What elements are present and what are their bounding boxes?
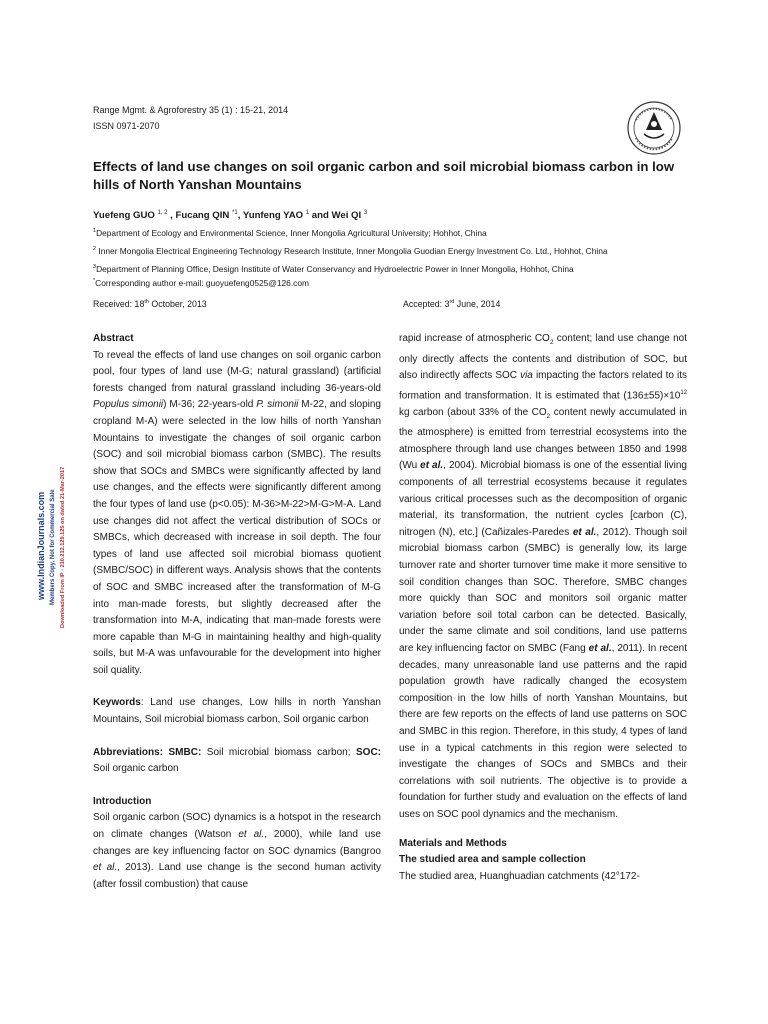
rc-part-2: content; land use change not only directly affects the contents and distribution of SOC, but also indirectly affects SOC — [399, 333, 687, 382]
author-1-affil: 1, 2 — [157, 210, 168, 216]
methods-subheading: The studied area and sample collection — [399, 854, 586, 866]
species-name-2: P. simonii — [256, 399, 299, 411]
left-column — [93, 331, 381, 893]
species-name-1: Populus simonii — [93, 399, 164, 411]
abbreviations-text-1: Soil microbial biomass carbon; — [201, 746, 357, 758]
affiliation-2 — [93, 242, 693, 258]
author-3-affil: 1 — [305, 210, 310, 216]
accepted-date — [403, 299, 500, 309]
intro-etal-1: et al. — [238, 829, 265, 841]
paper-title: Effects of land use changes on soil organic carbon and soil microbial biomass carbon in low hills of North Yanshan Mountains — [93, 159, 675, 192]
rc-part-6: , 2004). Microbial biomass is one of the essential living components of all terrestrial ecosystems because it regulates various critical processes such as the decomposition of organic material, its transformation, the nutrient cycles [carbon (C), nitrogen (N), etc.] (Cañizales-Paredes — [399, 460, 687, 538]
author-3: , Yunfeng YAO — [237, 210, 306, 222]
watermark-download-ip: Downloaded From IP - 210.212.129.125 on dated 21-Mar-2017 — [60, 466, 66, 628]
co2-subscript-1: 2 — [549, 339, 554, 346]
accepted-ordinal: rd — [449, 299, 455, 306]
corresponding-author — [93, 274, 693, 290]
intro-part-1: Soil organic carbon (SOC) dynamics is a hotspot in the research on climate changes (Watson — [93, 812, 381, 841]
received-label: Received: 18 — [93, 299, 145, 309]
rc-etal-1: et al. — [420, 460, 444, 472]
abbreviations — [93, 745, 381, 778]
received-date — [93, 299, 207, 309]
abstract-part-2: ) M-36; 22-years-old — [163, 399, 257, 411]
abbreviations-label-2: SOC: — [356, 746, 382, 758]
methods-text: The studied area, Huanghuadian catchments (42°172- — [399, 870, 640, 882]
keywords — [93, 695, 381, 728]
affiliation-1-text: Department of Ecology and Environmental Science, Inner Mongolia Agricultural University; Hohhot, China — [96, 227, 487, 238]
rc-etal-3: et al. — [588, 643, 612, 655]
received-month: October, 2013 — [148, 299, 207, 309]
affiliation-3-text: Department of Planning Office, Design Institute of Water Conservancy and Hydroelectric Power in Inner Mongolia, Hohhot, China — [96, 263, 574, 274]
affiliation-2-marker: 2 — [93, 245, 97, 252]
author-list — [93, 210, 367, 221]
rc-part-1: rapid increase of atmospheric CO — [399, 333, 550, 344]
author-2: , Fucang QIN — [167, 210, 233, 222]
journal-citation: Range Mgmt. & Agroforestry 35 (1) : 15-21, 2014 — [93, 105, 289, 115]
journal-header — [93, 102, 288, 134]
rc-part-4: kg carbon (about 33% of the CO — [399, 406, 547, 418]
rc-part-3: impacting the factors related to its formation and transformation. It is estimated that (136±55)×10 — [399, 370, 687, 402]
keywords-text: : Land use changes, Low hills in north Yanshan Mountains, Soil microbial biomass carbon, Soil organic carbon — [93, 697, 381, 726]
author-4: and Wei QI — [309, 210, 364, 222]
abstract-text — [93, 348, 381, 680]
exponent-12: 12 — [680, 389, 687, 396]
affiliation-1 — [93, 224, 693, 240]
affiliation-3-marker: 3 — [93, 263, 97, 270]
issn: ISSN 0971-2070 — [93, 121, 160, 131]
received-ordinal: th — [144, 299, 149, 306]
intro-part-3: , 2013). Land use change is the second human activity (after fossil combustion) that cause — [93, 862, 381, 890]
right-column — [399, 331, 687, 885]
affiliation-1-marker: 1 — [93, 228, 97, 234]
download-watermark — [30, 410, 70, 630]
rc-part-7: , 2012). Though soil microbial biomass carbon (SMBC) is generally low, its large turnover rate and shorter turnover time make it more sensitive to soil condition changes than SOC. Therefore, SMBC changes more quickly than SOC and monitors soil organic matter variation before soil total carbon can be detected. Basically, under the same climate and soil conditions, land use patterns are key influencing factor on SMBC (Fang — [399, 526, 687, 655]
intro-part-2: , 2000), while land use changes are key influencing factor on SOC dynamics (Bangroo — [93, 829, 381, 857]
society-logo-icon — [626, 100, 682, 156]
affiliation-3 — [93, 260, 693, 276]
methods-heading: Materials and Methods — [399, 837, 507, 849]
co2-subscript-2: 2 — [546, 412, 551, 420]
intro-etal-2: et al. — [93, 862, 118, 874]
rc-etal-2: et al. — [572, 526, 597, 538]
affiliation-2-text: Inner Mongolia Electrical Engineering Technology Research Institute, Inner Mongolia Guodian Energy Investment Co. Ltd., Hohhot, China — [96, 245, 608, 256]
watermark-members: Members Copy, Not for Commercial Sale — [50, 489, 56, 605]
accepted-month: June, 2014 — [454, 299, 501, 309]
introduction-text — [93, 810, 381, 893]
abstract-part-3: M-22, and sloping cropland M-A) were selected in the low hills of north Yanshan Mountains to investigate the changes of soil organic carbon (SOC) and soil microbial biomass carbon (SMBC). The results show that SOCs and SMBCs were significantly affected by land use changes, and the effects were significantly different among the four types of land use (p<0.05): M-36>M-22>M-G>M-A. Land use changes did not affect the vertical distribution of SOCs or SMBCs, which decreased with increase in soil depth. The four types of land use affected soil microbial biomass quotient (SMBC/SOC) in different ways. Analysis shows that the contents of SOC and SMBC increased after the transformation of M-G into man-made forests, but slightly decreased after the transformation into M-A, indicating that man-made forests were more capable than M-G in maintaining healthy and high-quality soils, but M-A was unfavourable for the development into higher soil quality. — [93, 399, 381, 676]
abstract-heading: Abstract — [93, 333, 134, 344]
abstract-part-1: To reveal the effects of land use changes on soil organic carbon pool, four types of land use (M-G; natural grassland) (artificial forests changed from natural grassland including 36-years-old — [93, 349, 381, 394]
author-1: Yuefeng GUO — [93, 210, 158, 222]
rc-part-8: , 2011). In recent decades, many unreasonable land use patterns and the rapid population growth have radically changed the ecosystem composition in the low hills of north Yanshan Mountains, but there are few reports on the effects of land use patterns on SOC and SMBC in this region. Therefore, in this study, 4 types of land use in a typical catchments in this region were selected to investigate the changes of SOCs and SMBCs and their correlations with soil nutrients. The objective is to provide a foundation for further study and evaluation on the effects of land uses on SOC pool dynamics and the mechanism. — [399, 643, 687, 820]
watermark-site: www.IndianJournals.com — [36, 491, 46, 600]
rc-part-5: content newly accumulated in the atmosphere) is emitted from terrestrial ecosystems into the atmosphere through land use changes between 1850 and 1998 (Wu — [399, 406, 687, 472]
rc-via: via — [520, 370, 533, 382]
author-2-affil: *1 — [232, 210, 238, 216]
abbreviations-label: Abbreviations: SMBC: — [93, 746, 202, 758]
introduction-heading: Introduction — [93, 795, 152, 807]
abbreviations-text-2: Soil organic carbon — [93, 763, 179, 775]
introduction-continued — [399, 331, 687, 824]
accepted-label: Accepted: 3 — [403, 299, 450, 309]
author-4-affil: 3 — [363, 210, 368, 216]
affiliations — [93, 224, 693, 292]
corresponding-email: Corresponding author e-mail: guoyuefeng0525@126.com — [95, 278, 309, 289]
corresponding-marker: * — [93, 278, 96, 285]
keywords-label: Keywords — [93, 697, 141, 709]
